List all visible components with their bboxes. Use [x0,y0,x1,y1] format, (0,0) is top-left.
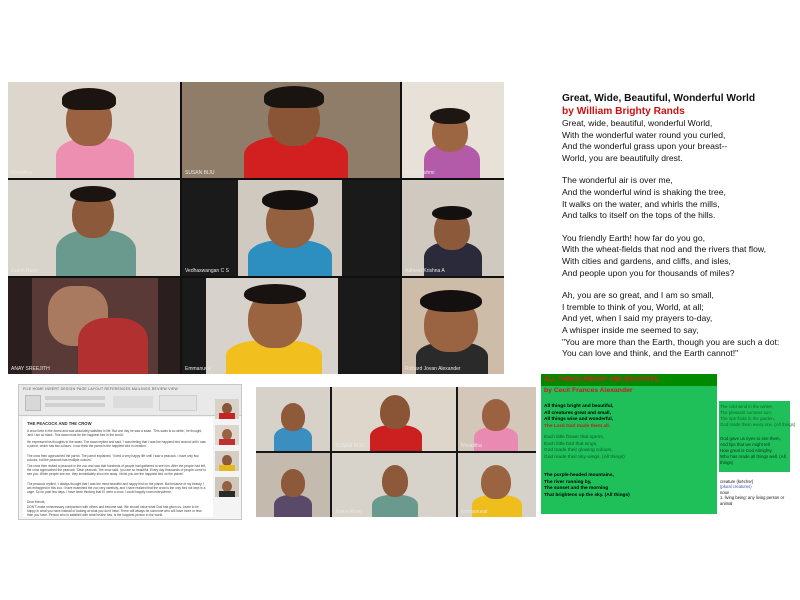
document-paragraph: The crow then approached the parrot. The parrot explained, 'I lived a very happy life until I saw a peacock. I have only two colours, but the peacock has multiple colours.' [27,454,199,462]
poem-line: And people upon you for thousands of miles? [562,267,735,278]
song-line: The Lord God made them all. [544,423,611,429]
participant-name: Juann Runo [335,509,362,515]
song-line: All things wise and wonderful, [544,417,614,423]
dictionary-plural: (plural creatures) [720,484,752,490]
poem-line: With cities and gardens, and cliffs, and isles, [562,255,731,266]
participant-name: Juann Runo [11,268,38,274]
participant-name: Adhved Krishna A [405,268,445,274]
song-verse [544,473,630,499]
poem-line: With the wonderful water round you curled, [562,129,726,140]
poem-line: Ah, you are so great, and I am so small, [562,290,714,301]
song-line: Each little flower that opens, [544,435,604,440]
document-paragraph: He expressed his thoughts to the swan. The swan replied and said, 'I was feeling that I was the happiest bird around until I saw a parrot, which has two colours. I now think the parrot is the happiest bird in creation.' [27,440,206,448]
poem-line: You friendly Earth! how far do you go, [562,232,706,243]
video-call-grid-top [8,82,504,374]
song-line: God made their tiny wings. (All things) [544,454,625,460]
participant-name: Nivaditha [11,170,32,176]
poem-line: It walks on the water, and whirls the mills, [562,198,720,209]
poem-line: You can love and think, and the Earth cannot!" [562,348,739,359]
song-line: The pleasant summer sun, [720,410,772,415]
document-paragraph: DON'T make unnecessary comparison with others and become sad. We should value what God has given us. Learn to be happy in what you have instead of looking at what you don't have. There will always be someone who will have more or less than you have. Person who is satisfied with what he/she has, is the happiest person in the world. [27,505,202,517]
poem-author: by William Brighty Rands [562,106,685,117]
poem-line: With the wheat-fields that nod and the rivers that flow, [562,244,766,255]
video-thumbnail[interactable] [215,451,239,471]
poem-line: Great, wide, beautiful, wonderful World, [562,118,713,128]
participant-name: Richard Jovan Alexander [405,366,461,372]
participant-name: Nivaditha [461,443,482,449]
poem-line: I tremble to think of you, World, at all; [562,301,704,312]
song-line: things) [720,460,734,465]
poem-line: And the wonderful grass upon your breast-- [562,141,728,152]
participant-tile[interactable] [256,387,330,451]
song-line: Each little bird that sings, [544,441,598,447]
word-ribbon[interactable] [19,385,241,416]
paste-icon[interactable] [25,395,41,411]
participant-name: SUSAN BIJU [185,170,215,176]
song-line: All things bright and beautiful, [544,404,614,409]
video-call-grid-bottom [256,387,536,517]
song-line: God made their glowing colours, [544,448,613,454]
paragraph-toolbar[interactable] [113,396,153,408]
poem-stanza [562,118,794,164]
song-line: All creatures great and small, [544,410,611,416]
poem-text [562,92,794,360]
participant-name: Vedhaswangan C S [185,268,229,274]
video-thumbnail[interactable] [215,425,239,445]
document-paragraph: Dear friends, [27,500,46,504]
participant-tile[interactable] [8,180,180,276]
poem-line: A whisper inside me seemed to say, [562,324,699,335]
poem-stanza [562,290,794,360]
format-toolbar[interactable] [45,403,105,407]
participant-tile[interactable] [332,387,456,451]
video-thumbnail[interactable] [215,399,239,419]
poem-line: World, you are beautifully drest. [562,152,683,163]
participant-name: Emmanuval [461,509,488,515]
poem-stanza [562,175,794,221]
dictionary-entry [720,479,796,506]
song-line: The river running by, [544,479,592,485]
poem-line: And the wonderful wind is shaking the tree, [562,186,726,197]
ribbon-tabs[interactable]: FILE HOME INSERT DESIGN PAGE LAYOUT REFERENCES MAILINGS REVIEW VIEW [23,387,179,391]
dictionary-definition: 1. living being: any living person or animal [720,495,785,506]
poem-line: And yet, when I said my prayers to-day, [562,313,713,324]
document-paragraph: A crow lived in the forest and was absolutely satisfied in life. But one day he saw a swan. 'This swan is so white,' he thought, 'and I am so black. This swan must be the happiest bird in the world.' [27,429,203,437]
participant-tile[interactable] [402,278,504,374]
dictionary-word: creature (krēchər) [720,479,754,484]
participant-tile[interactable] [332,453,456,517]
song-line: And lips that we might tell [720,442,770,447]
participant-name: ANAY SREEJITH [11,366,50,372]
song-author: by Cecil Frances Alexander [544,387,633,394]
participant-tile[interactable] [182,278,400,374]
document-paragraph: The crow then visited a peacock in the zoo and saw that hundreds of people had gathered to see him. After the people had left, the crow approached the peacock. 'Dear peacock,' the crow said, 'you are so beautiful. Every day thousands of people come to see you. When people see me, they immediately shoo me away. I think you are the happiest bird on the planet.' [27,464,207,476]
font-toolbar[interactable] [45,396,105,400]
styles-gallery[interactable] [159,395,197,411]
song-line: How great is God Almighty, [720,448,773,453]
participant-tile[interactable] [8,82,180,178]
participant-name: SUSAN BIJU [335,443,365,449]
poem-stanza [562,233,794,279]
participant-tile[interactable] [402,82,504,178]
participant-tile[interactable] [256,453,330,517]
song-lyrics-panel [541,374,717,514]
song-line: The ripe fruits in the garden, [720,416,775,421]
participant-name: Mahalakshmi [405,170,435,176]
poem-line: The wonderful air is over me, [562,175,673,186]
song-line: The purple-headed mountains, [544,473,614,478]
poem-line: And talks to itself on the tops of the hills. [562,210,716,221]
participant-tile[interactable] [182,180,400,276]
participant-tile[interactable] [458,453,536,517]
document-paragraph: The peacock replied, 'I always thought that I was the most beautiful and happy bird on the planet. But because of my beauty, I am entrapped in this zoo. I have examined the zoo very carefully, and I have realized that the crow is the only bird not kept in a cage. So for past few days, I have been thinking that if I were a crow, I could happily roam everywhere.' [27,482,206,494]
poem-line: "You are more than the Earth, though you are such a dot: [562,336,780,347]
document-heading: THE PEACOCK AND THE CROW [27,421,92,426]
song-line: The cold wind in the winter, [720,404,773,409]
document-page[interactable] [23,417,213,517]
participant-tile[interactable] [182,82,400,178]
poem-title: Great, Wide, Beautiful, Wonderful World [562,93,756,104]
participant-tile[interactable] [8,278,180,374]
song-verse [544,404,613,430]
participant-tile[interactable] [458,387,536,451]
participant-tile[interactable] [402,180,504,276]
document-window [18,384,242,520]
song-line: That brightens up the sky. (All things) [544,492,630,498]
song-line: Who has made all things well. (All [720,454,786,459]
song-line: The sunset and the morning [544,486,609,492]
song-title: ALL THINGS BRIGHT AND BEAUTIFUL [541,374,717,386]
participant-name: Emmanuval [185,366,212,372]
video-thumbnail[interactable] [215,477,239,497]
song-verse [544,435,625,461]
dictionary-pos: noun [720,489,730,495]
song-line: God made them every one. (All things) [720,422,796,427]
song-line: God gave us eyes to see them, [720,436,781,441]
